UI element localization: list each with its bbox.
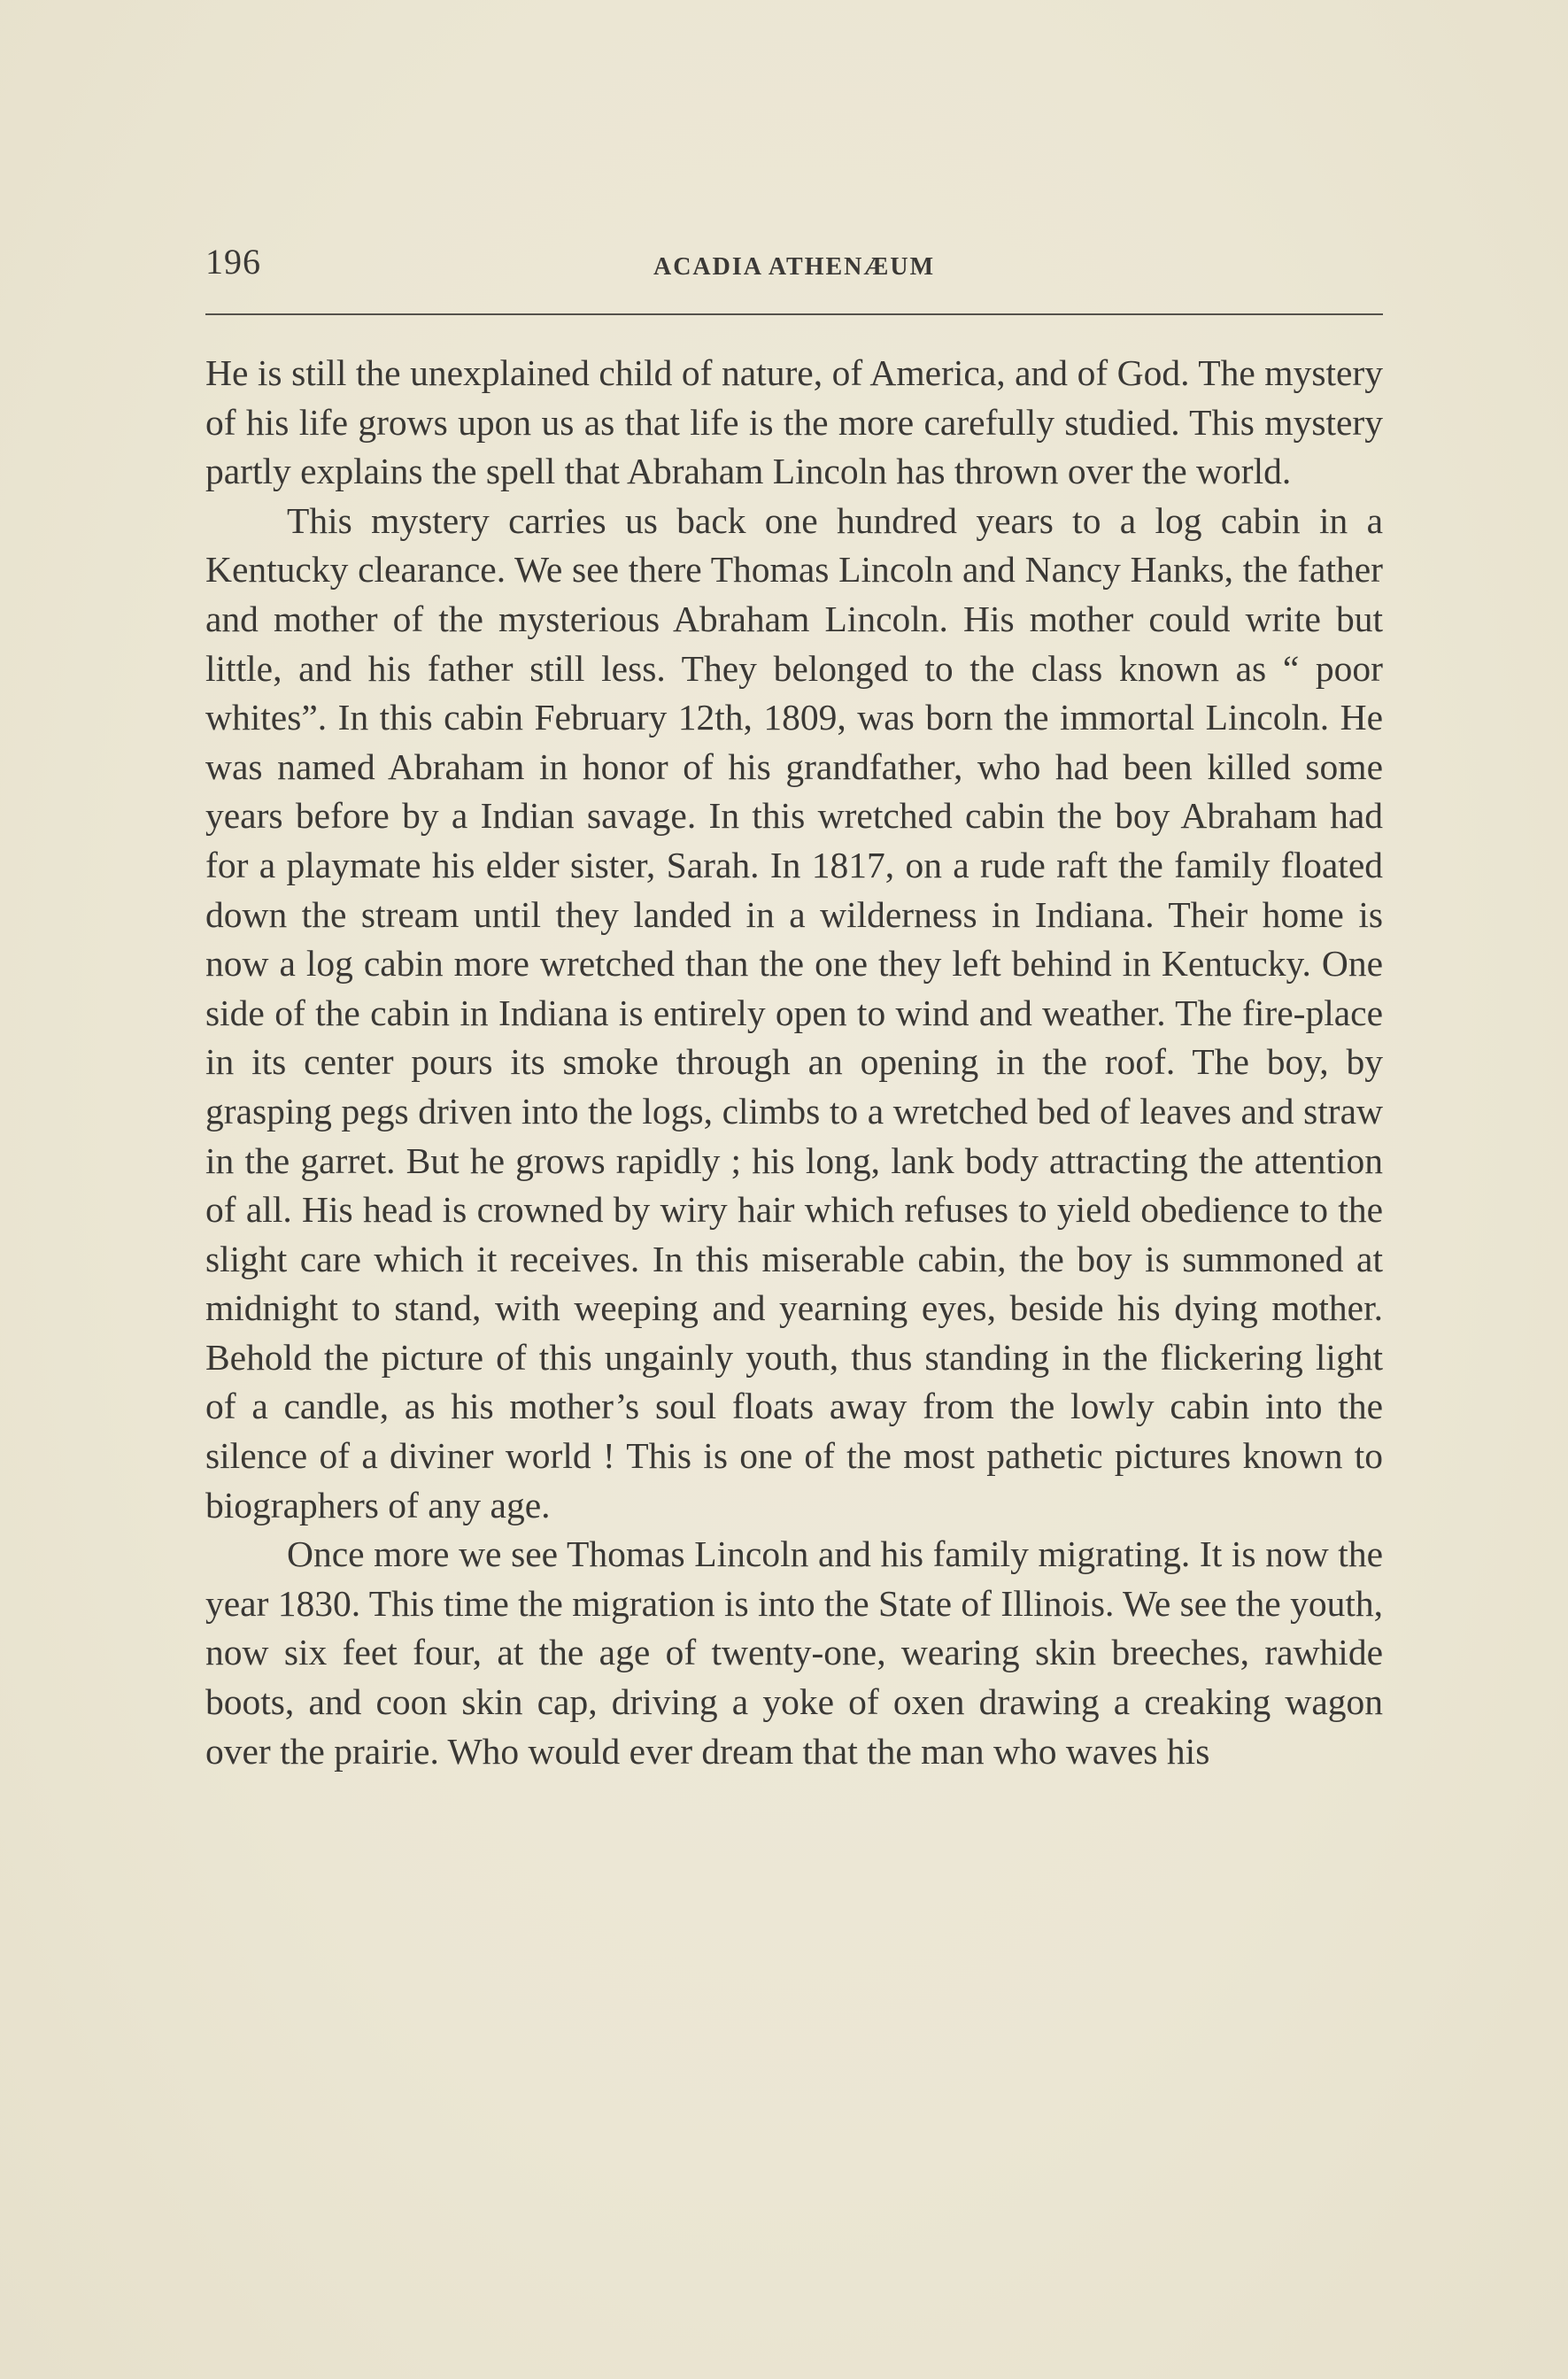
paragraph: Once more we see Thomas Lincoln and his family migrating. It is now the year 1830. This time the migration is into the State of Illinois. We see the youth, now six feet four, at the age of twenty-one, wearing skin breeches, rawhide boots, and coon skin cap, driving a yoke of oxen drawing a creaking wagon over the prairie. Who would ever dream that the man who waves his — [205, 1533, 1383, 1772]
paragraph: This mystery carries us back one hundred years to a log cabin in a Kentucky clearance. We see there Thomas Lincoln and Nancy Hanks, the father and mother of the mysterious Abraham Lincoln. His mother could write but little, and his father still less. They belonged to the class known as “ poor whites”. In this cabin February 12th, 1809, was born the immortal Lincoln. He was named Abraham in honor of his grandfather, who had been killed some years before by a Indian savage. In this wretched cabin the boy Abraham had for a playmate his elder sister, Sarah. In 1817, on a rude raft the family floated down the stream until they landed in a wilderness in Indiana. Their home is now a log cabin more wretched than the one they left behind in Kentucky. One side of the cabin in Indiana is entirely open to wind and weather. The fire-place in its center pours its smoke through an opening in the roof. The boy, by grasping pegs driven into the logs, climbs to a wretched bed of leaves and straw in the garret. But he grows rapidly ; his long, lank body attracting the attention of all. His head is crowned by wiry hair which refuses to yield obedience to the slight care which it receives. In this miserable cabin, the boy is summoned at midnight to stand, with weeping and yearning eyes, beside his dying mother. Behold the picture of this ungainly youth, thus standing in the flickering light of a candle, as his mother’s soul floats away from the lowly cabin into the silence of a diviner world ! This is one of the most pathetic pictures known to biographers of any age. — [205, 499, 1383, 1525]
body-text — [205, 349, 1383, 1776]
page-number: 196 — [205, 242, 261, 282]
page-header — [205, 241, 1383, 294]
running-head: ACADIA ATHENÆUM — [653, 253, 936, 281]
header-rule — [205, 313, 1383, 315]
paragraph: He is still the unexplained child of nature, of America, and of God. The mystery of his life grows upon us as that life is the more carefully studied. This mystery partly explains the spell that Abraham Lincoln has thrown over the world. — [205, 352, 1383, 492]
